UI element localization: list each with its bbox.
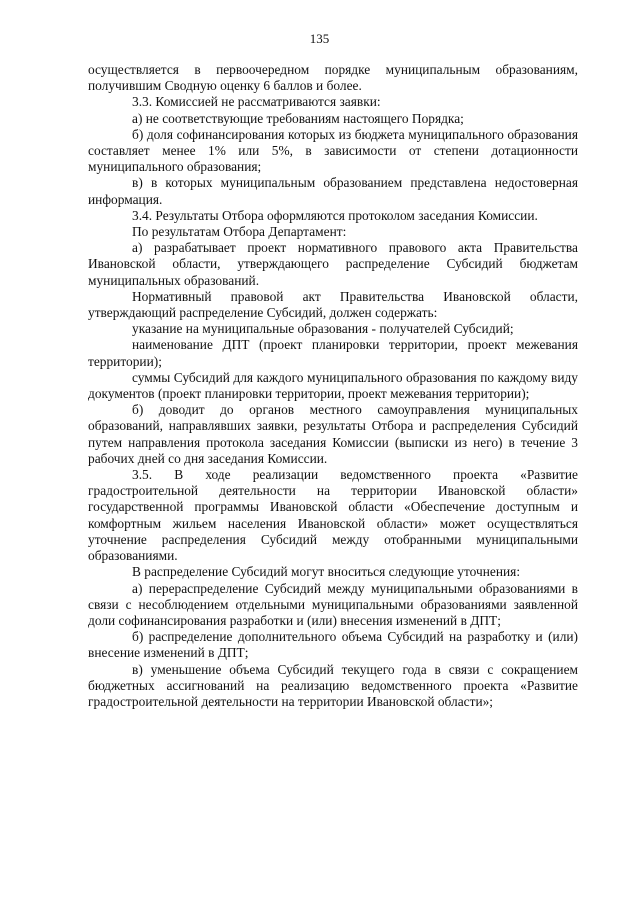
- paragraph-14: 3.5. В ходе реализации ведомственного проекта «Развитие градостроительной деятельности на территории Ивановской области» государственной программы Ивановской области «Обеспечение доступным и комфортным жильем населения Ивановской области» может осуществляться уточнение распределения Субсидий между отобранными муниципальными образованиями.: [88, 467, 578, 564]
- paragraph-16: а) перераспределение Субсидий между муниципальными образованиями в связи с несоблюдением отдельными муниципальными образованиями заявленной доли софинансирования разработки и (или) внесения изменений в ДПТ;: [88, 580, 578, 628]
- paragraph-12: суммы Субсидий для каждого муниципального образования по каждому виду документов (проект планировки территории, проект межевания территории);: [88, 369, 578, 402]
- paragraph-8: а) разрабатывает проект нормативного правового акта Правительства Ивановской области, утверждающего распределение Субсидий бюджетам муниципальных образований.: [88, 240, 578, 288]
- paragraph-13: б) доводит до органов местного самоуправления муниципальных образований, направлявших заявки, результаты Отбора и распределения Субсидий путем направления протокола заседания Комиссии (выписки из него) в течение 3 рабочих дней со дня заседания Комиссии.: [88, 402, 578, 466]
- paragraph-15: В распределение Субсидий могут вноситься следующие уточнения:: [132, 564, 521, 580]
- paragraph-7: По результатам Отбора Департамент:: [132, 224, 347, 240]
- paragraph-18: в) уменьшение объема Субсидий текущего года в связи с сокращением бюджетных ассигнований на реализацию ведомственного проекта «Развитие градостроительной деятельности на территории Ивановской области»;: [88, 661, 578, 709]
- body-text: [88, 62, 578, 710]
- paragraph-10: указание на муниципальные образования - получателей Субсидий;: [132, 321, 514, 337]
- paragraph-11: наименование ДПТ (проект планировки территории, проект межевания территории);: [88, 337, 578, 369]
- paragraph-4: б) доля софинансирования которых из бюджета муниципального образования составляет менее 1% или 5%, в зависимости от степени дотационности муниципального образования;: [88, 126, 578, 175]
- paragraph-17: б) распределение дополнительного объема Субсидий на разработку и (или) внесение изменений в ДПТ;: [88, 629, 578, 661]
- paragraph-2: 3.3. Комиссией не рассматриваются заявки:: [132, 94, 381, 110]
- paragraph-1: осуществляется в первоочередном порядке муниципальным образованиям, получившим Сводную оценку 6 баллов и более.: [88, 62, 578, 94]
- paragraph-5: в) в которых муниципальным образованием представлена недостоверная информация.: [88, 175, 578, 207]
- paragraph-9: Нормативный правовой акт Правительства Ивановской области, утверждающий распределение Субсидий, должен содержать:: [88, 288, 578, 321]
- paragraph-6: 3.4. Результаты Отбора оформляются протоколом заседания Комиссии.: [132, 207, 538, 223]
- paragraph-3: а) не соответствующие требованиям настоящего Порядка;: [132, 110, 464, 126]
- page-number: 135: [309, 31, 330, 46]
